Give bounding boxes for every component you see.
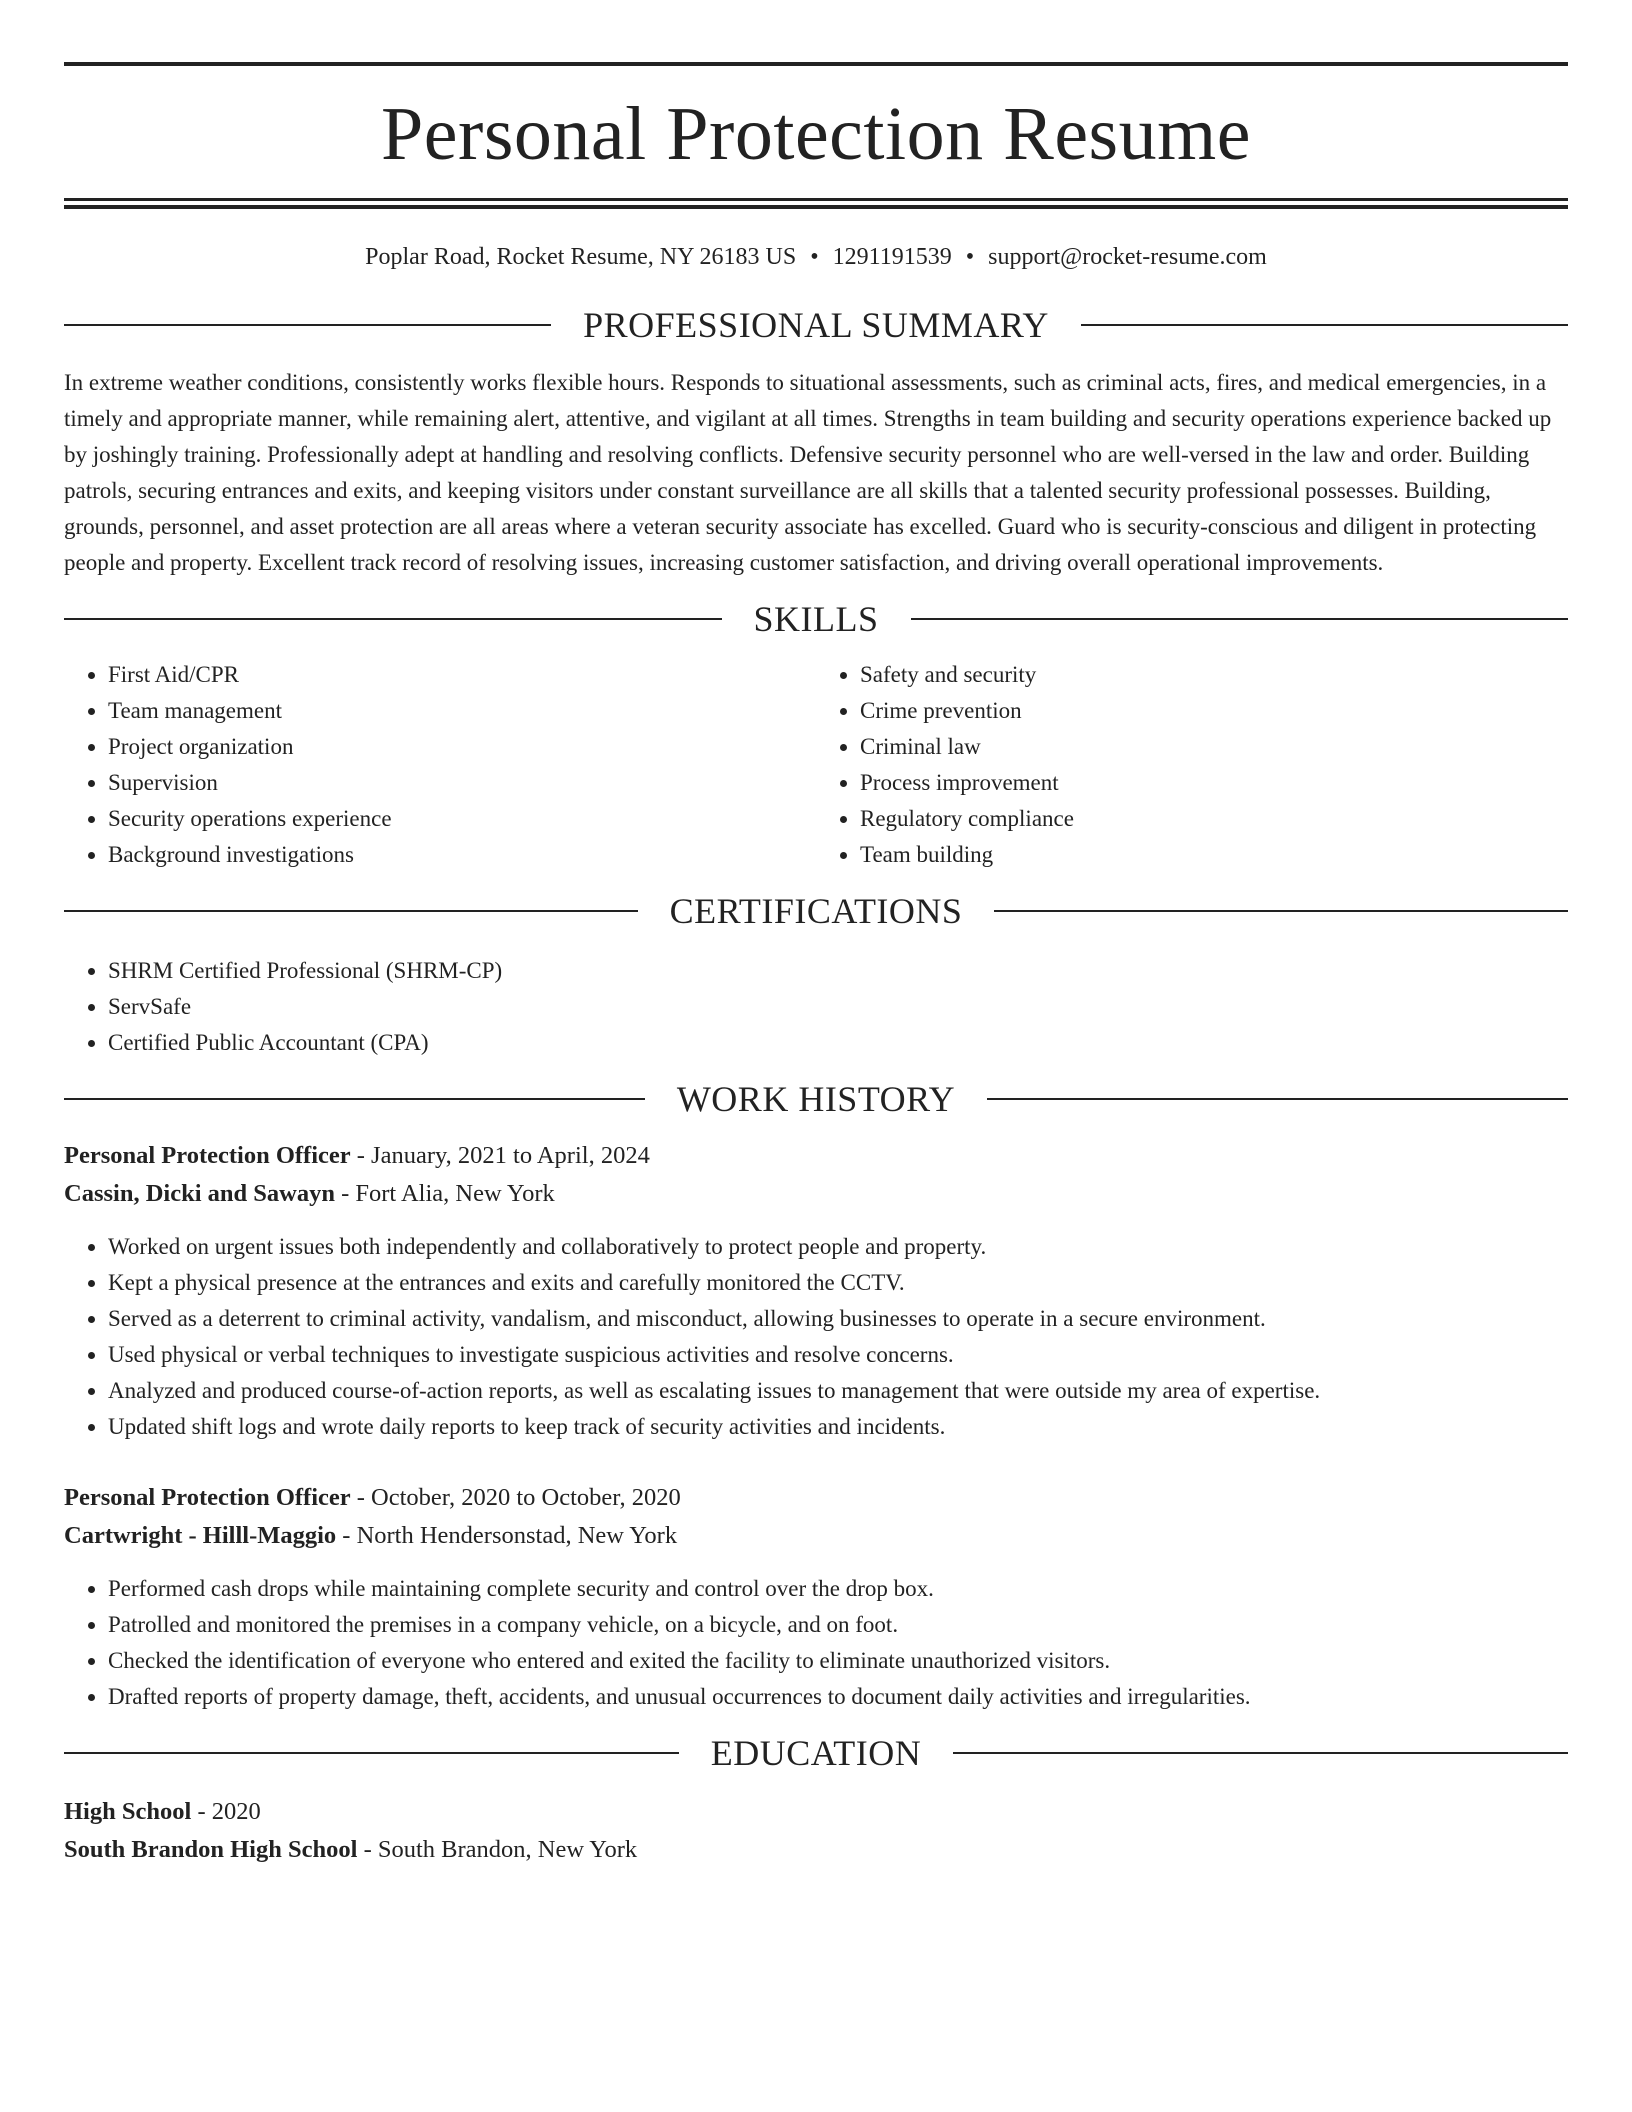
skill-item: • Process improvement (860, 765, 1568, 801)
section-rule (1081, 324, 1568, 326)
skill-item: • Security operations experience (108, 801, 816, 837)
contact-separator: • (810, 244, 819, 270)
job-bullet: • Kept a physical presence at the entrances and exits and carefully monitored the CCTV. (108, 1265, 1568, 1301)
certification-item: • ServSafe (108, 989, 1568, 1025)
title-double-rule (64, 198, 1568, 209)
skill-item: • Safety and security (860, 657, 1568, 693)
section-title: SKILLS (753, 599, 879, 639)
job-bullet: • Used physical or verbal techniques to investigate suspicious activities and resolve concerns. (108, 1337, 1568, 1373)
job-location: - Fort Alia, New York (334, 1180, 555, 1207)
section-title: WORK HISTORY (676, 1079, 956, 1119)
skill-item: • Criminal law (860, 729, 1568, 765)
job-title: Personal Protection Officer (64, 1142, 351, 1169)
section-header-work-history (64, 1081, 1568, 1117)
skill-item: • Crime prevention (860, 693, 1568, 729)
job-bullet: • Performed cash drops while maintaining complete security and control over the drop box. (108, 1571, 1568, 1607)
section-header-summary (64, 307, 1568, 343)
section-rule (64, 910, 638, 912)
section-rule (64, 618, 722, 620)
job-location: - North Hendersonstad, New York (336, 1522, 678, 1549)
job-company: Cartwright - Hilll-Maggio (64, 1522, 337, 1549)
section-header-certifications (64, 893, 1568, 929)
skill-item: • Supervision (108, 765, 816, 801)
contact-address: Poplar Road, Rocket Resume, NY 26183 US (365, 244, 797, 270)
section-rule (987, 1098, 1568, 1100)
section-rule (911, 618, 1569, 620)
section-title: EDUCATION (710, 1733, 922, 1773)
job-bullets (64, 1229, 1568, 1445)
contact-separator: • (965, 244, 975, 270)
contact-line (64, 245, 1568, 269)
skill-item: • Project organization (108, 729, 816, 765)
job-bullet: • Updated shift logs and wrote daily reports to keep track of security activities and incidents. (108, 1409, 1568, 1445)
skills-column-left (64, 657, 816, 873)
section-header-skills (64, 601, 1568, 637)
job-dates: - January, 2021 to April, 2024 (350, 1142, 650, 1169)
education-school: South Brandon High School (64, 1836, 358, 1863)
education-entry (64, 1793, 1568, 1869)
certification-item: • SHRM Certified Professional (SHRM-CP) (108, 953, 1568, 989)
job-bullet: • Patrolled and monitored the premises in a company vehicle, on a bicycle, and on foot. (108, 1607, 1568, 1643)
top-rule (64, 62, 1568, 66)
job-entry (64, 1137, 1568, 1445)
job-dates: - October, 2020 to October, 2020 (350, 1484, 681, 1511)
section-rule (994, 910, 1568, 912)
certifications-list (64, 953, 1568, 1061)
skill-item: • Background investigations (108, 837, 816, 873)
education-degree-line (64, 1793, 1568, 1831)
education-degree: High School (64, 1798, 192, 1825)
education-location: - South Brandon, New York (357, 1836, 638, 1863)
job-company-line (64, 1175, 1568, 1213)
section-title: PROFESSIONAL SUMMARY (583, 305, 1049, 345)
skills-column-right (816, 657, 1568, 873)
skills-list (64, 657, 1568, 873)
section-rule (64, 1752, 679, 1754)
section-title: CERTIFICATIONS (669, 891, 963, 931)
job-bullets (64, 1571, 1568, 1715)
section-rule (64, 324, 551, 326)
job-bullet: • Served as a deterrent to criminal activity, vandalism, and misconduct, allowing businesses to operate in a secure environment. (108, 1301, 1568, 1337)
job-entry (64, 1479, 1568, 1715)
resume-page (64, 0, 1568, 1869)
section-rule (64, 1098, 645, 1100)
skill-item: • Team management (108, 693, 816, 729)
job-title: Personal Protection Officer (64, 1484, 351, 1511)
job-title-line (64, 1479, 1568, 1517)
job-company: Cassin, Dicki and Sawayn (64, 1180, 335, 1207)
job-bullet: • Worked on urgent issues both independently and collaboratively to protect people and property. (108, 1229, 1568, 1265)
section-rule (953, 1752, 1568, 1754)
summary-text: In extreme weather conditions, consistently works flexible hours. Responds to situational assessments, such as criminal acts, fires, and medical emergencies, in a timely and appropriate manner, while remaining alert, attentive, and vigilant at all times. Strengths in team building and security operations experience backed up by joshingly training. Professionally adept at handling and resolving conflicts. Defensive security personnel who are well-versed in the law and order. Building patrols, securing entrances and exits, and keeping visitors under constant surveillance are all skills that a talented security professional possesses. Building, grounds, personnel, and asset protection are all areas where a veteran security associate has excelled. Guard who is security-conscious and diligent in protecting people and property. Excellent track record of resolving issues, increasing customer satisfaction, and driving overall operational improvements. (64, 370, 1552, 575)
contact-email[interactable]: support@rocket-resume.com (988, 244, 1267, 270)
job-bullet: • Drafted reports of property damage, theft, accidents, and unusual occurrences to document daily activities and irregularities. (108, 1679, 1568, 1715)
skill-item: • Team building (860, 837, 1568, 873)
job-bullet: • Analyzed and produced course-of-action reports, as well as escalating issues to management that were outside my area of expertise. (108, 1373, 1568, 1409)
education-school-line (64, 1831, 1568, 1869)
skill-item: • First Aid/CPR (108, 657, 816, 693)
job-bullet: • Checked the identification of everyone who entered and exited the facility to eliminate unauthorized visitors. (108, 1643, 1568, 1679)
education-year: - 2020 (191, 1798, 261, 1825)
job-title-line (64, 1137, 1568, 1175)
resume-title: Personal Protection Resume (381, 92, 1251, 176)
certification-item: • Certified Public Accountant (CPA) (108, 1025, 1568, 1061)
job-company-line (64, 1517, 1568, 1555)
skill-item: • Regulatory compliance (860, 801, 1568, 837)
contact-phone: 1291191539 (832, 244, 952, 270)
section-header-education (64, 1735, 1568, 1771)
